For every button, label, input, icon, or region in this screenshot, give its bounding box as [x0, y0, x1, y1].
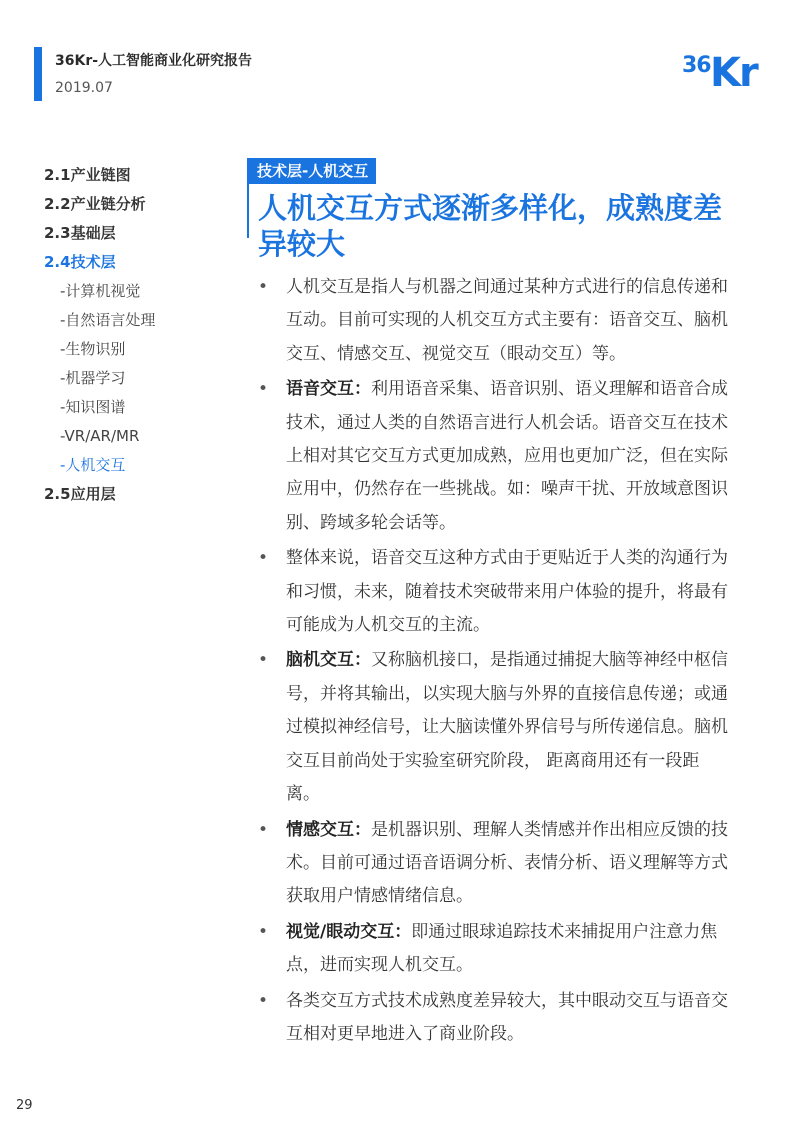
toc-section-item[interactable]: 2.1产业链图 [44, 166, 131, 184]
bullet-item [256, 985, 732, 1052]
toc-section-item[interactable]: 2.2产业链分析 [44, 195, 146, 213]
section-tag: 技术层-人机交互 [249, 158, 376, 184]
bullet-item [256, 271, 732, 371]
toc-subsection-item[interactable]: -VR/AR/MR [60, 427, 140, 445]
toc-section-item[interactable]: 2.3基础层 [44, 224, 116, 242]
bullet-item [256, 814, 732, 914]
brand-logo [680, 42, 766, 92]
bullet-dot-icon: • [257, 819, 269, 840]
toc-subsection-item[interactable]: -知识图谱 [60, 398, 126, 416]
report-date: 2019.07 [55, 80, 113, 96]
toc-subsection-item[interactable]: -机器学习 [60, 369, 126, 387]
bullet-heading: 脑机交互： [286, 650, 371, 671]
bullet-item [256, 916, 732, 983]
bullet-text: 利用语音采集、语音识别、语义理解和语音合成技术，通过人类的自然语言进行人机会话。语音交互在技术上相对其它交互方式更加成熟，应用也更加广泛，但在实际应用中，仍然存在一些挑战。如：噪声干扰、开放域意图识别、跨域多轮会话等。 [286, 379, 728, 533]
bullet-dot-icon: • [257, 548, 269, 569]
bullet-text: 即通过眼球追踪技术来捕捉用户注意力焦点，进而实现人机交互。 [286, 921, 718, 976]
bullet-item [256, 542, 732, 642]
svg-text:Kr: Kr [710, 50, 757, 92]
toc-subsection-item[interactable]: -人机交互 [60, 456, 126, 474]
bullet-dot-icon: • [257, 990, 269, 1011]
bullet-text: 是机器识别、理解人类情感并作出相应反馈的技术。目前可通过语音语调分析、表情分析、语义理解等方式获取用户情感情绪信息。 [286, 819, 728, 907]
toc-section-item[interactable]: 2.5应用层 [44, 485, 116, 503]
header-accent-bar [34, 47, 42, 101]
report-title: 36Kr-人工智能商业化研究报告 [55, 53, 253, 69]
table-of-contents [44, 164, 244, 512]
bullet-dot-icon: • [257, 650, 269, 671]
bullet-text: 各类交互方式技术成熟度差异较大，其中眼动交互与语音交互相对更早地进入了商业阶段。 [286, 990, 728, 1044]
toc-subsection-item[interactable]: -自然语言处理 [60, 311, 156, 329]
bullet-list [256, 271, 732, 1053]
toc-section-item[interactable]: 2.4技术层 [44, 253, 116, 271]
bullet-heading: 视觉/眼动交互： [286, 921, 412, 942]
toc-subsection-item[interactable]: -计算机视觉 [60, 282, 141, 300]
page-title: 人机交互方式逐渐多样化，成熟度差异较大 [258, 191, 723, 261]
bullet-text: 人机交互是指人与机器之间通过某种方式进行的信息传递和互动。目前可实现的人机交互方式主要有：语音交互、脑机交互、情感交互、视觉交互（眼动交互）等。 [286, 277, 728, 364]
bullet-item [256, 373, 732, 540]
bullet-dot-icon: • [257, 277, 269, 297]
bullet-text: 又称脑机接口，是指通过捕捉大脑等神经中枢信号，并将其输出，以实现大脑与外界的直接信息传递；或通过模拟神经信号，让大脑读懂外界信号与所传递信息。脑机交互目前尚处于实验室研究阶段， 距离商用还有一段距离。 [286, 650, 728, 805]
bullet-dot-icon: • [257, 921, 269, 942]
toc-subsection-item[interactable]: -生物识别 [60, 340, 126, 358]
bullet-heading: 语音交互： [286, 379, 371, 400]
svg-text:36: 36 [682, 53, 711, 78]
bullet-dot-icon: • [257, 379, 269, 400]
bullet-item [256, 644, 732, 811]
page-number: 29 [16, 1098, 33, 1113]
bullet-text: 整体来说，语音交互这种方式由于更贴近于人类的沟通行为和习惯，未来，随着技术突破带来用户体验的提升，将最有可能成为人机交互的主流。 [286, 548, 728, 636]
bullet-heading: 情感交互： [286, 819, 371, 840]
